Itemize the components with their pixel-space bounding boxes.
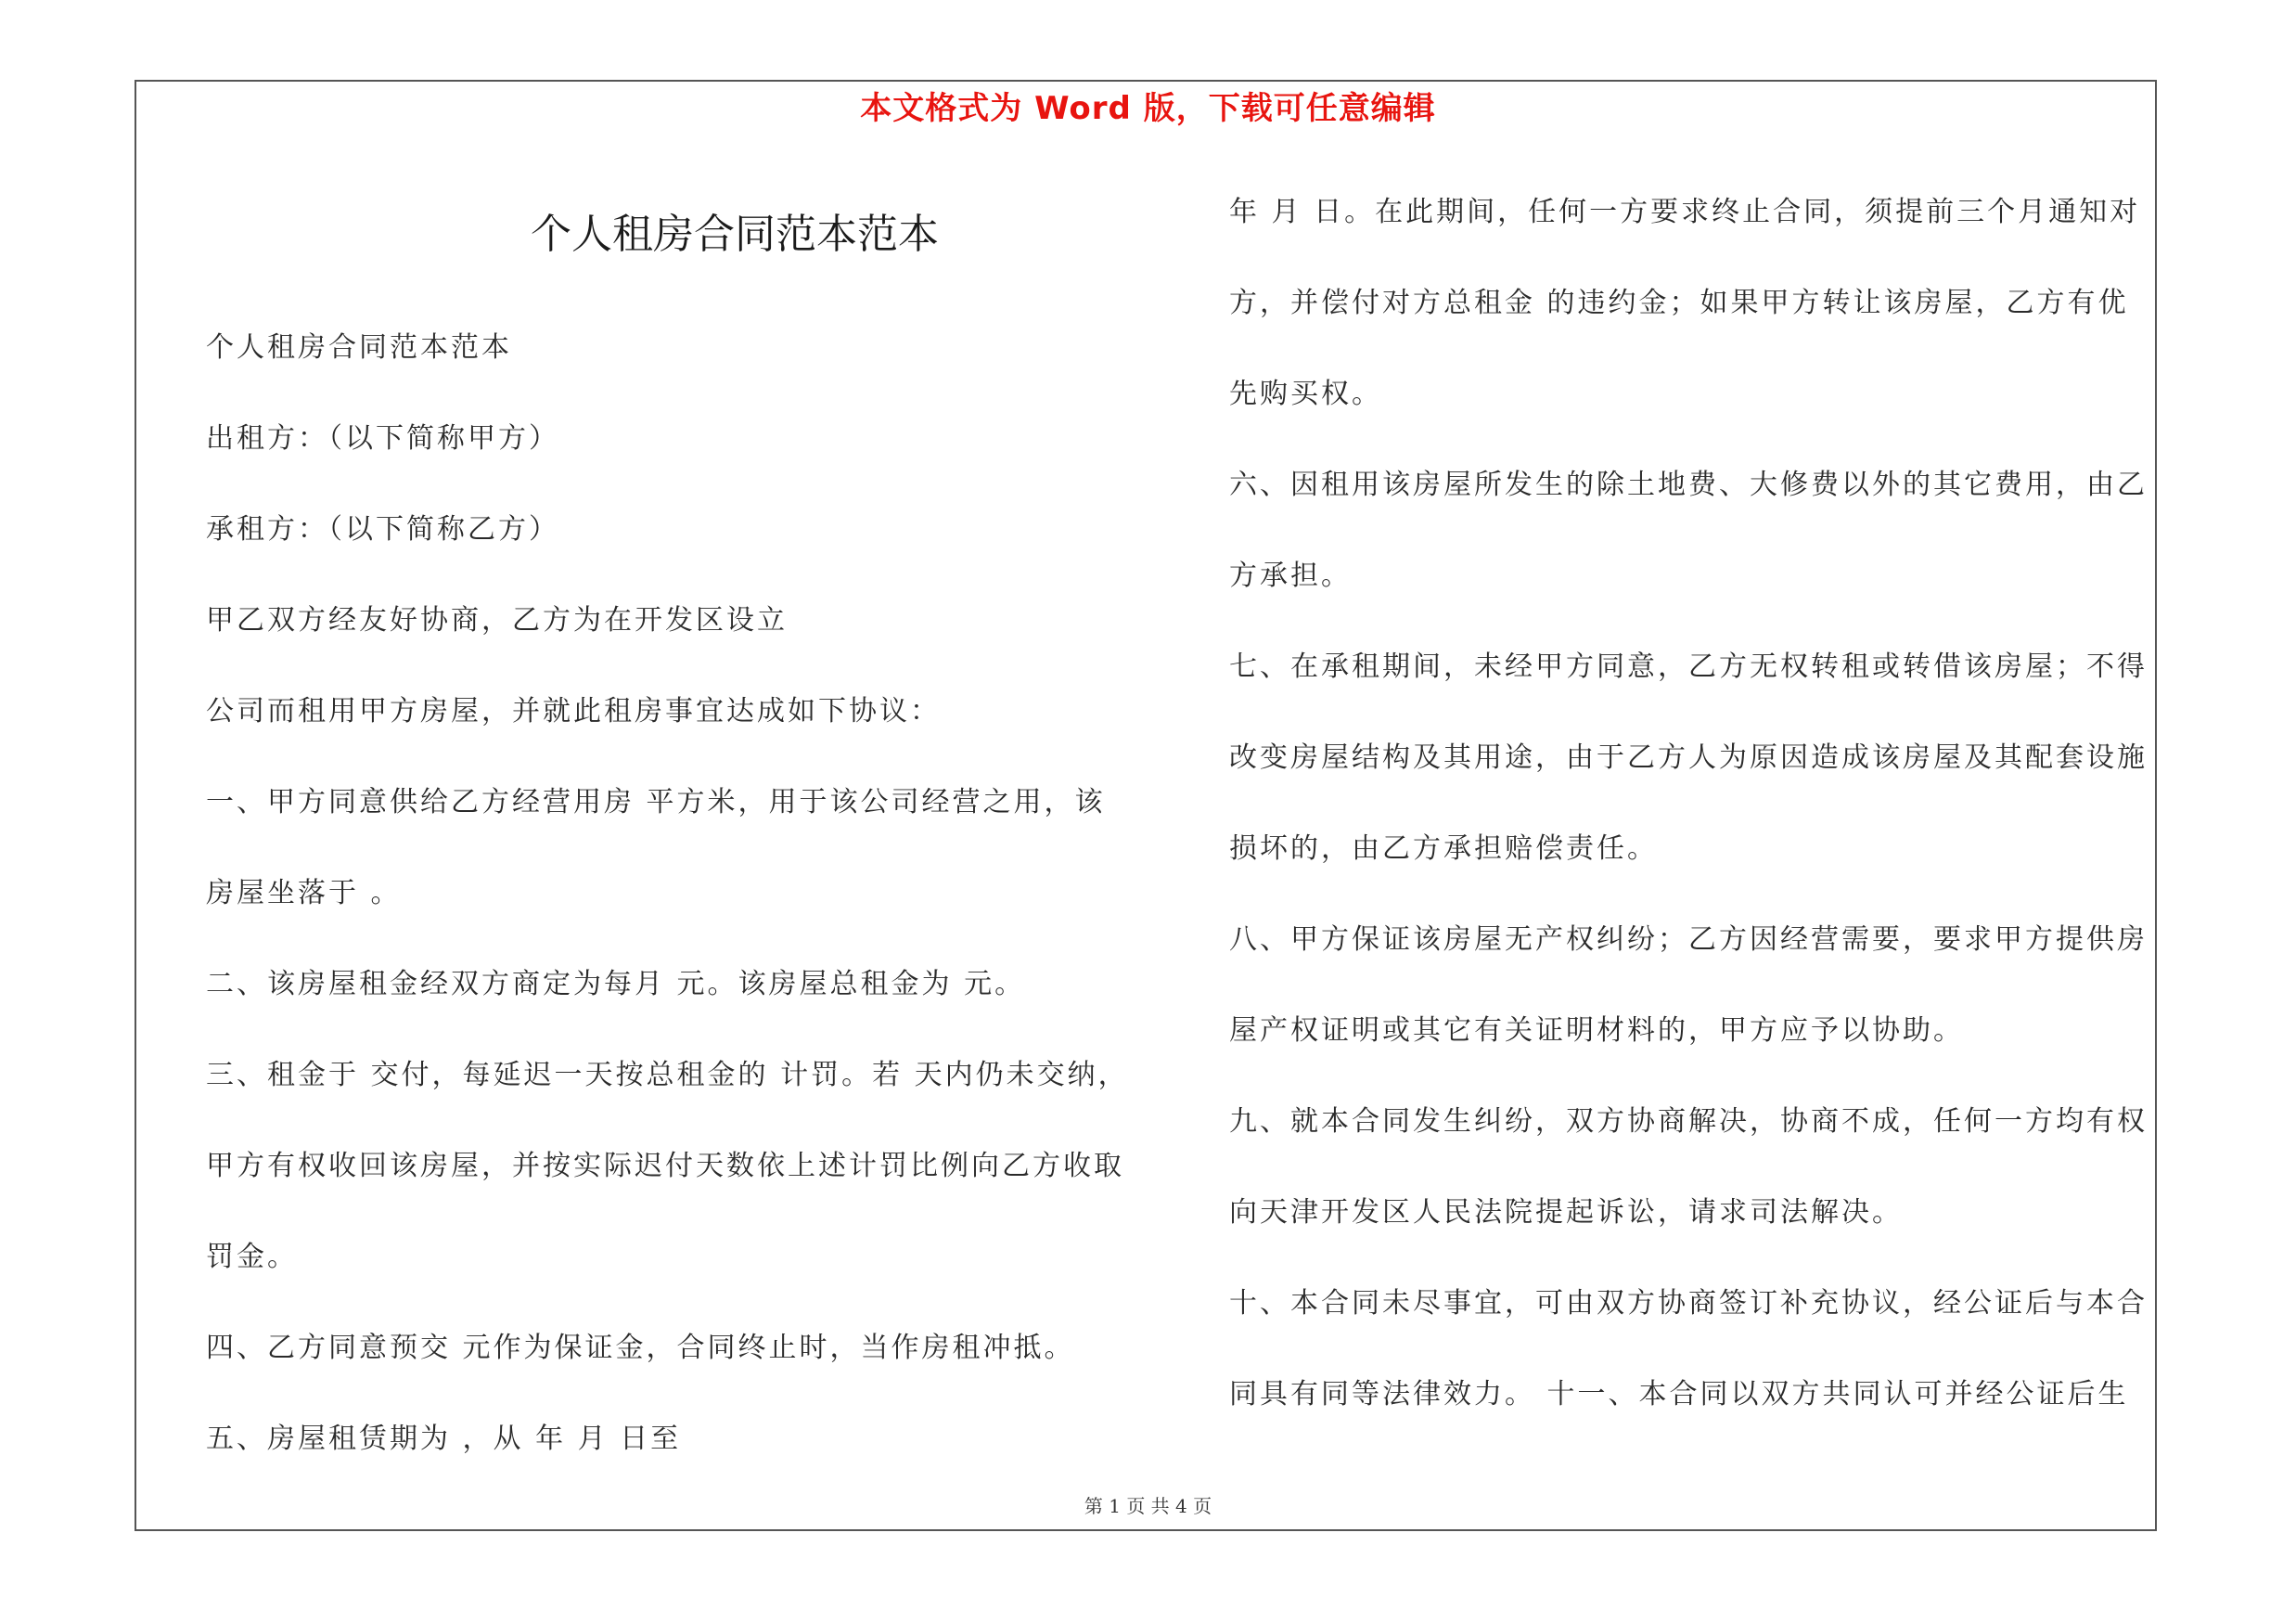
text-line: 方承担。 — [1229, 560, 1352, 592]
text-line: 公司而租用甲方房屋，并就此租房事宜达成如下协议： — [206, 695, 941, 728]
text-line: 十、本合同未尽事宜，可由双方协商签订补充协议，经公证后与本合 — [1229, 1287, 2148, 1320]
page-number: 第 1 页 共 4 页 — [1084, 1495, 1212, 1517]
text-line: 七、在承租期间，未经甲方同意，乙方无权转租或转借该房屋；不得 — [1229, 650, 2148, 683]
text-line: 个人租房合同范本范本 — [206, 331, 512, 364]
text-line: 改变房屋结构及其用途，由于乙方人为原因造成该房屋及其配套设施 — [1229, 741, 2148, 774]
text-line: 四、乙方同意预交 元作为保证金，合同终止时，当作房租冲抵。 — [206, 1332, 1075, 1364]
left-text-column — [206, 325, 1171, 1507]
text-line: 一、甲方同意供给乙方经营用房 平方米，用于该公司经营之用，该 — [206, 786, 1106, 818]
text-line: 罚金。 — [206, 1241, 298, 1273]
text-line: 先购买权。 — [1229, 378, 1382, 410]
text-line: 五、房屋租赁期为 ，从 年 月 日至 — [206, 1423, 682, 1455]
right-text-column — [1229, 189, 2157, 1462]
text-line: 屋产权证明或其它有关证明材料的，甲方应予以协助。 — [1229, 1014, 1964, 1047]
text-line: 承租方：（以下简称乙方） — [206, 513, 559, 546]
document-title: 个人租房合同范本范本 — [531, 211, 939, 258]
text-line: 年 月 日。在此期间，任何一方要求终止合同，须提前三个月通知对 — [1229, 196, 2141, 228]
text-line: 房屋坐落于 。 — [206, 877, 402, 909]
text-line: 损坏的，由乙方承担赔偿责任。 — [1229, 832, 1658, 865]
text-line: 二、该房屋租金经双方商定为每月 元。该房屋总租金为 元。 — [206, 968, 1026, 1000]
text-line: 六、因租用该房屋所发生的除土地费、大修费以外的其它费用，由乙 — [1229, 469, 2148, 501]
text-line: 方，并偿付对方总租金 的违约金；如果甲方转让该房屋，乙方有优 — [1229, 287, 2129, 319]
text-line: 八、甲方保证该房屋无产权纠纷；乙方因经营需要，要求甲方提供房 — [1229, 923, 2148, 956]
edit-notice-banner: 本文格式为 Word 版，下载可任意编辑 — [860, 90, 1436, 127]
text-line: 三、租金于 交付，每延迟一天按总租金的 计罚。若 天内仍未交纳， — [206, 1059, 1129, 1091]
text-line: 出租方：（以下简称甲方） — [206, 422, 559, 455]
text-line: 向天津开发区人民法院提起诉讼，请求司法解决。 — [1229, 1196, 1903, 1229]
text-line: 甲方有权收回该房屋，并按实际迟付天数依上述计罚比例向乙方收取 — [206, 1150, 1124, 1182]
text-line: 甲乙双方经友好协商，乙方为在开发区设立 — [206, 604, 788, 637]
text-line: 同具有同等法律效力。 十一、本合同以双方共同认可并经公证后生 — [1229, 1378, 2129, 1410]
text-line: 九、就本合同发生纠纷，双方协商解决，协商不成，任何一方均有权 — [1229, 1105, 2148, 1138]
